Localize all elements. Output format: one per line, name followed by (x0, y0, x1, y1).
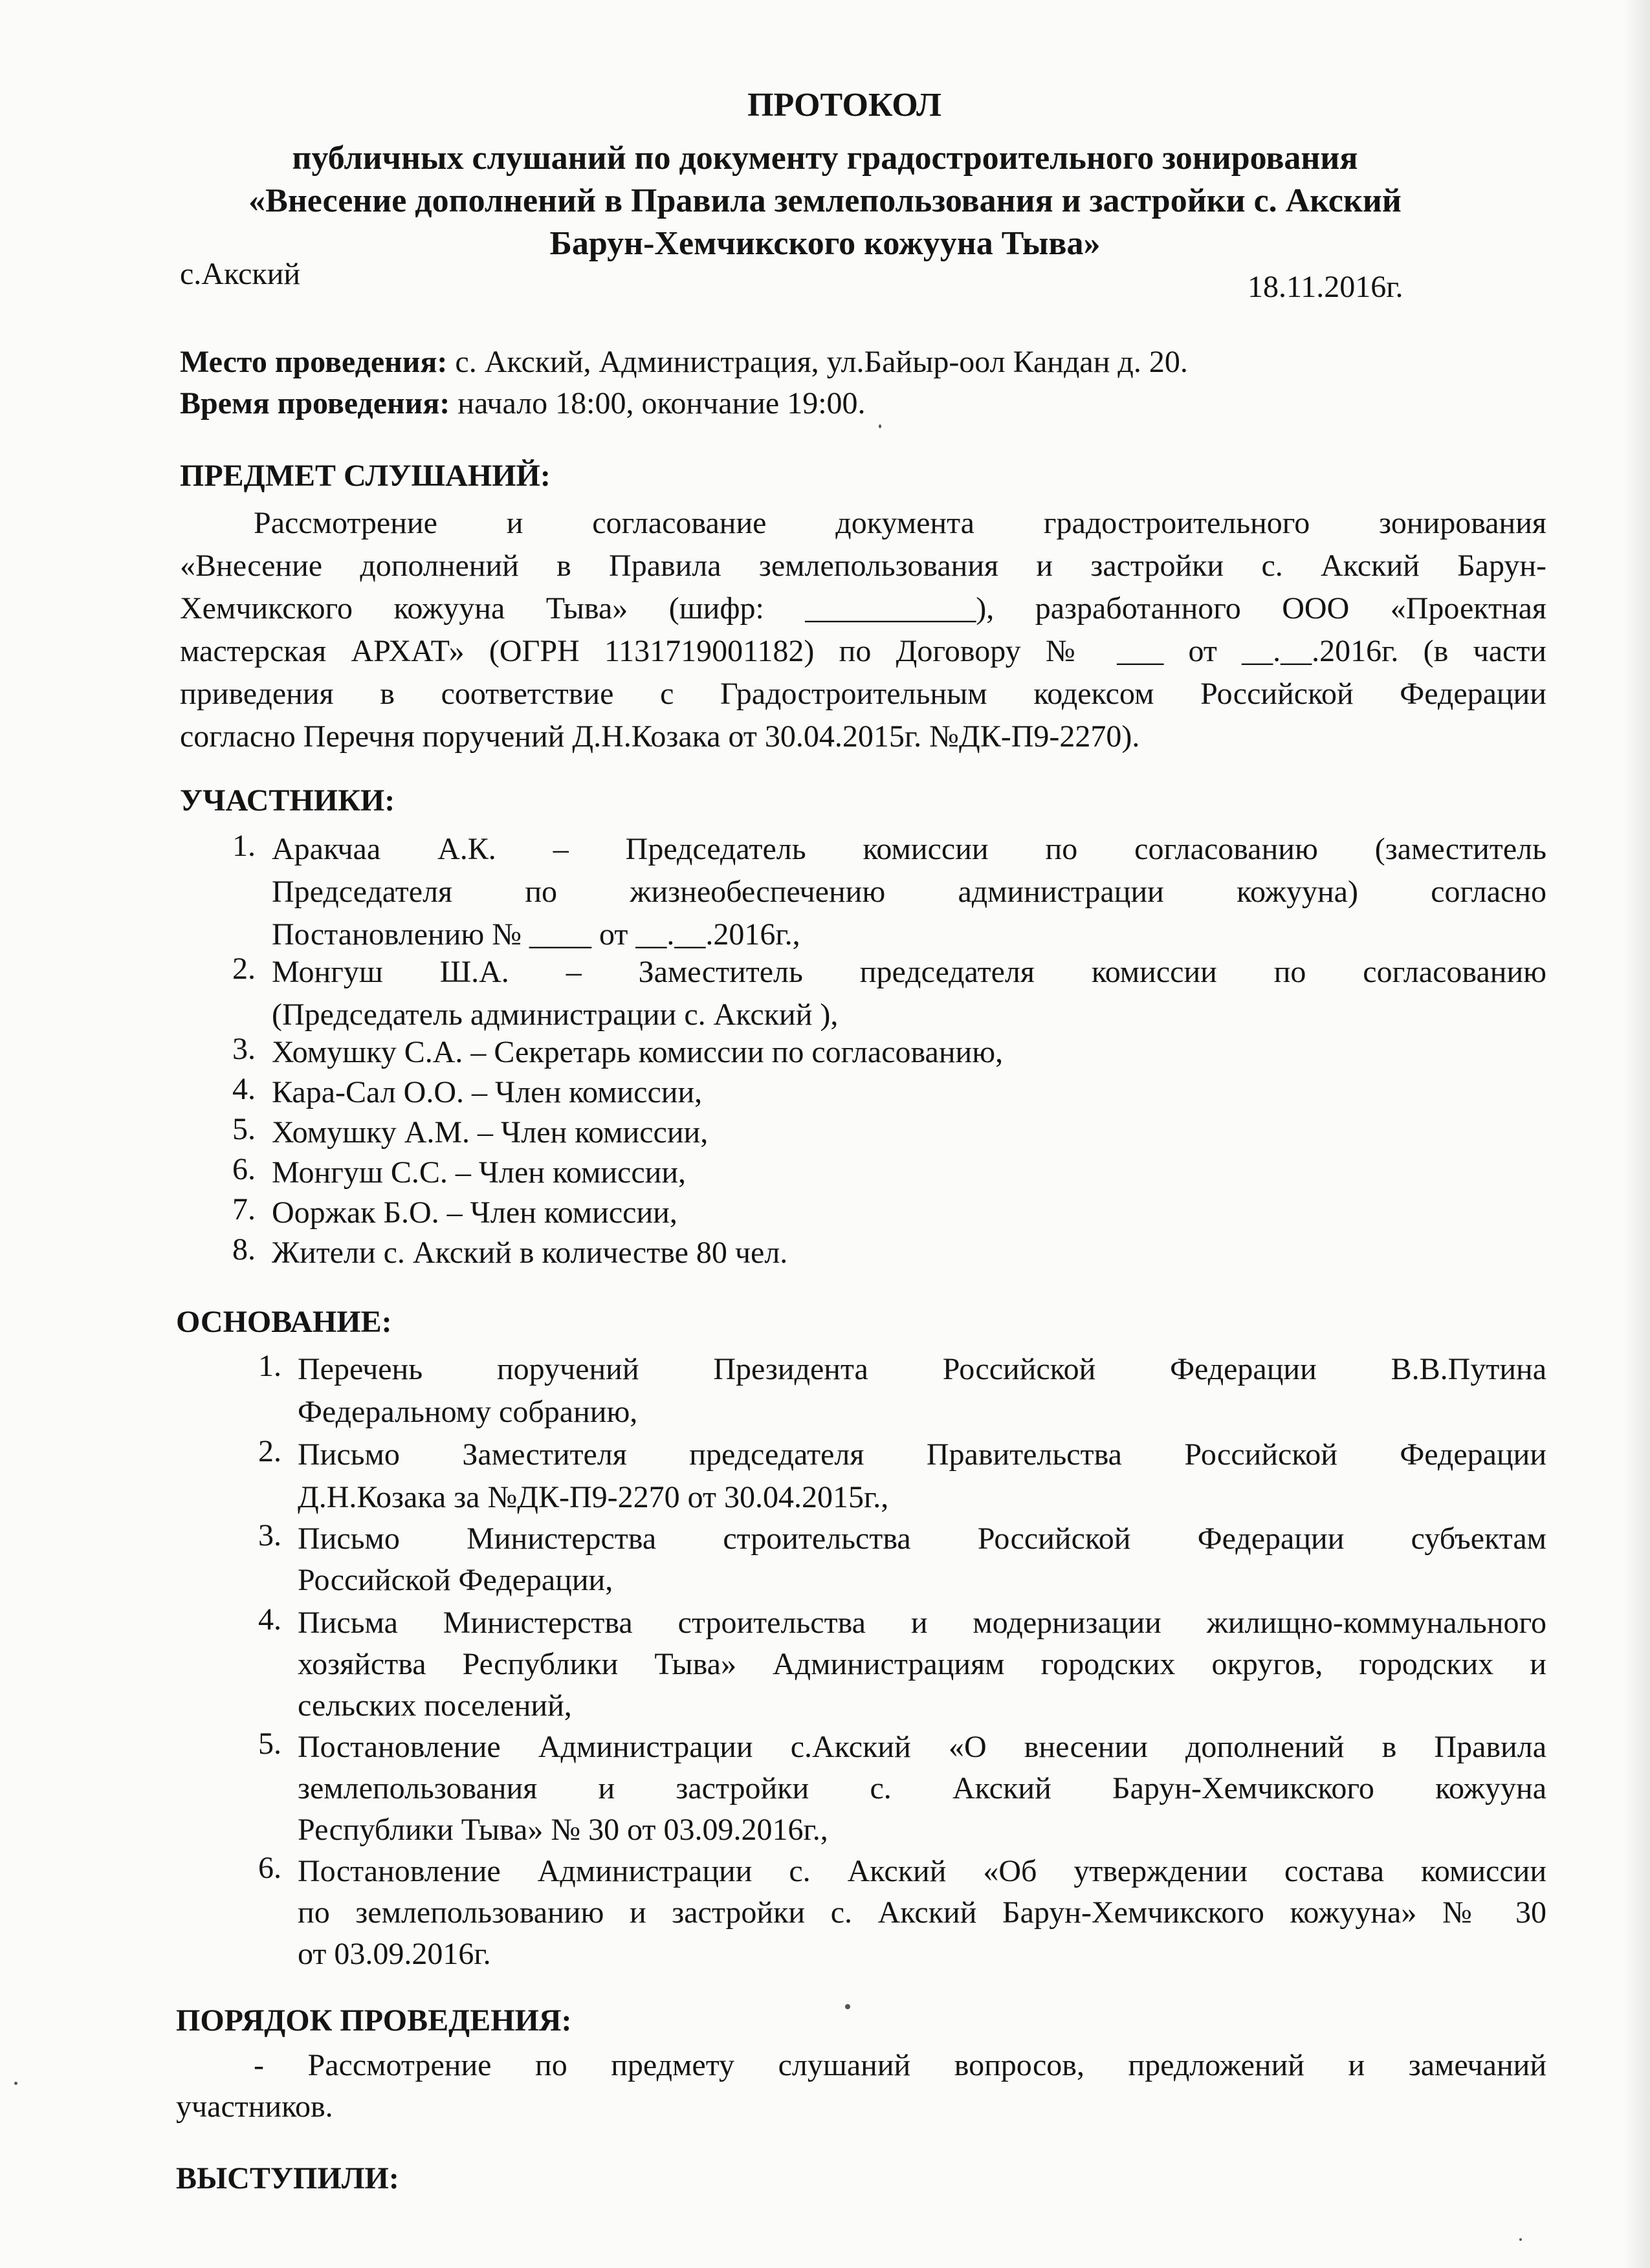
time-value: начало 18:00, окончание 19:00. (450, 386, 866, 420)
participants-heading: УЧАСТНИКИ: (180, 783, 395, 818)
subject-line: согласно Перечня поручений Д.Н.Козака от 30.04.2015г. №ДК-П9-2270). (180, 719, 1140, 754)
basis-item-line: Письмо Министерства строительства Российской Федерации субъектам (298, 1521, 1546, 1556)
participant-item-line: Монгуш Ш.А. – Заместитель председателя комиссии по согласованию (272, 955, 1546, 989)
participant-item-line: Ооржак Б.О. – Член комиссии, (272, 1195, 677, 1230)
scan-speck (845, 2004, 850, 2009)
basis-item-line: Перечень поручений Президента Российской Федерации В.В.Путина (298, 1352, 1546, 1386)
venue-line (180, 344, 1188, 380)
document-subtitle-line-3: Барун-Хемчикского кожууна Тыва» (549, 225, 1101, 262)
procedure-heading: ПОРЯДОК ПРОВЕДЕНИЯ: (176, 2003, 572, 2038)
document-date: 18.11.2016г. (1248, 270, 1403, 304)
document-subtitle-line-2: «Внесение дополнений в Правила землепользования и застройки с. Акский (248, 182, 1402, 219)
participant-item-line: (Председатель администрации с. Акский ), (272, 998, 839, 1032)
list-number: 8. (232, 1232, 256, 1267)
procedure-line: - Рассмотрение по предмету слушаний вопросов, предложений и замечаний (254, 2048, 1546, 2082)
subject-heading: ПРЕДМЕТ СЛУШАНИЙ: (180, 459, 551, 493)
venue-label: Место проведения: (180, 345, 448, 379)
list-number: 2. (232, 952, 256, 986)
participant-item-line: Постановлению № ____ от __.__.2016г., (272, 917, 800, 952)
basis-item-line: Постановление Администрации с.Акский «О внесении дополнений в Правила (298, 1730, 1546, 1764)
scan-speck (1519, 2238, 1522, 2241)
venue-value: с. Акский, Администрация, ул.Байыр-оол Кандан д. 20. (447, 345, 1188, 379)
basis-item-line: от 03.09.2016г. (298, 1937, 491, 1971)
subject-line: Рассмотрение и согласование документа градостроительного зонирования (254, 506, 1546, 540)
list-number: 1. (232, 829, 256, 863)
list-number: 1. (258, 1349, 281, 1383)
scan-speck (14, 2082, 17, 2085)
basis-item-line: землепользования и застройки с. Акский Барун-Хемчикского кожууна (298, 1771, 1546, 1805)
list-number: 6. (232, 1152, 256, 1186)
participant-item-line: Жители с. Акский в количестве 80 чел. (272, 1236, 788, 1270)
subject-line: приведения в соответствие с Градостроительным кодексом Российской Федерации (180, 677, 1546, 711)
list-number: 5. (232, 1112, 256, 1146)
participant-item-line: Председателя по жизнеобеспечению администрации кожууна) согласно (272, 875, 1546, 909)
basis-item-line: Федеральному собранию, (298, 1395, 638, 1429)
basis-item-line: хозяйства Республики Тыва» Администрациям городских округов, городских и (298, 1647, 1546, 1681)
participant-item-line: Хомушку С.А. – Секретарь комиссии по согласованию, (272, 1035, 1004, 1069)
basis-item-line: Российской Федерации, (298, 1563, 613, 1597)
scan-speck (879, 424, 881, 428)
document-title: ПРОТОКОЛ (747, 87, 941, 124)
basis-item-line: Письма Министерства строительства и модернизации жилищно-коммунального (298, 1606, 1546, 1640)
list-number: 6. (258, 1851, 281, 1885)
speakers-heading: ВЫСТУПИЛИ: (176, 2161, 399, 2196)
list-number: 2. (258, 1434, 281, 1468)
participant-item-line: Хомушку А.М. – Член комиссии, (272, 1115, 709, 1150)
list-number: 3. (258, 1518, 281, 1553)
list-number: 3. (232, 1032, 256, 1066)
list-number: 4. (232, 1072, 256, 1106)
basis-heading: ОСНОВАНИЕ: (176, 1305, 392, 1339)
time-line (180, 386, 866, 421)
basis-item-line: Республики Тыва» № 30 от 03.09.2016г., (298, 1813, 828, 1847)
subject-line: «Внесение дополнений в Правила землепользования и застройки с. Акский Барун- (180, 549, 1546, 583)
list-number: 7. (232, 1192, 256, 1227)
participant-item-line: Монгуш С.С. – Член комиссии, (272, 1155, 687, 1190)
scan-edge-shadow (1624, 0, 1650, 2268)
participant-item-line: Кара-Сал О.О. – Член комиссии, (272, 1075, 703, 1109)
procedure-line: участников. (176, 2089, 333, 2124)
basis-item-line: Постановление Администрации с. Акский «Об утверждении состава комиссии (298, 1854, 1546, 1888)
time-label: Время проведения: (180, 386, 450, 420)
subject-line: мастерская АРХАТ» (ОГРН 1131719001182) по Договору № ___ от __.__.2016г. (в части (180, 634, 1546, 668)
participant-item-line: Аракчаа А.К. – Председатель комиссии по согласованию (заместитель (272, 832, 1546, 866)
basis-item-line: Д.Н.Козака за №ДК-П9-2270 от 30.04.2015г., (298, 1480, 889, 1514)
basis-item-line: Письмо Заместителя председателя Правительства Российской Федерации (298, 1437, 1546, 1472)
basis-item-line: по землепользованию и застройки с. Акский Барун-Хемчикского кожууна» № 30 (298, 1895, 1546, 1930)
basis-item-line: сельских поселений, (298, 1688, 572, 1723)
subject-line: Хемчикского кожууна Тыва» (шифр: ___________), разработанного ООО «Проектная (180, 591, 1546, 626)
document-subtitle-line-1: публичных слушаний по документу градостроительного зонирования (292, 140, 1358, 177)
place-of-signing: с.Акский (180, 257, 301, 291)
list-number: 5. (258, 1727, 281, 1761)
list-number: 4. (258, 1602, 281, 1637)
